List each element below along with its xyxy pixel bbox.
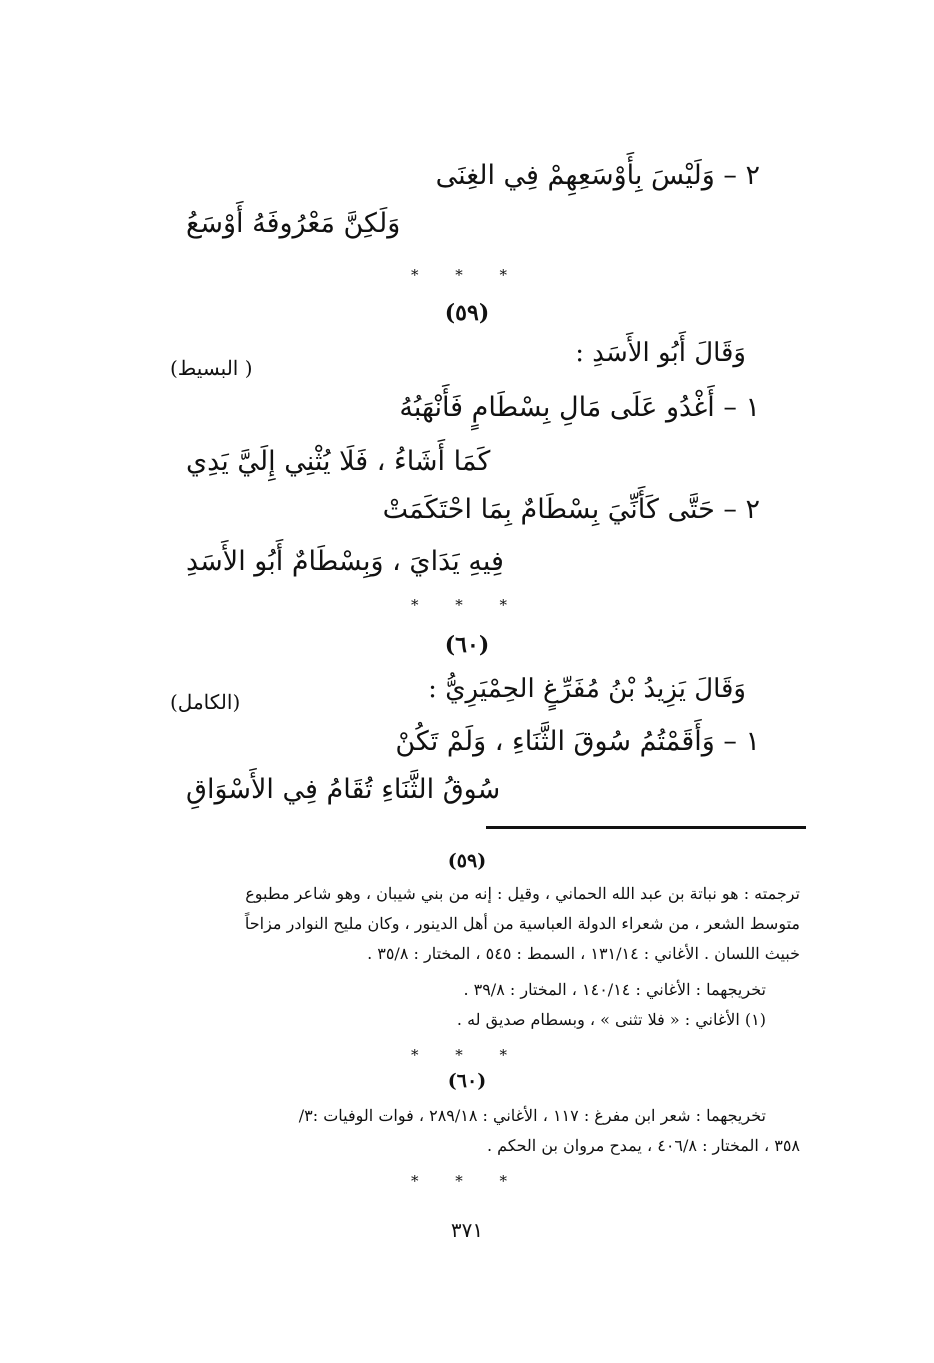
- poem59-meter: ( البسيط): [170, 356, 253, 380]
- poem60-number: (٦٠): [444, 632, 490, 658]
- footnote59-note1: (١) الأغاني : « فلا تثنى » ، وبسطام صديق له .: [456, 1010, 766, 1029]
- footnote60-line1: تخريجهما : شعر ابن مفرغ : ١١٧ ، الأغاني : ٢٨٩/١٨ ، فوات الوفيات :٣/: [298, 1106, 766, 1125]
- poem59-number: (٥٩): [444, 300, 490, 326]
- poem60-meter: (الكامل): [170, 690, 241, 714]
- poem60-intro: وَقَالَ يَزِيدُ بْنُ مُفَرِّغٍ الحِمْيَرِيُّ :: [428, 674, 746, 704]
- footnote60-line2: ٣٥٨ ، المختار : ٤٠٦/٨ ، يمدح مروان بن الحكم .: [486, 1136, 800, 1155]
- poem60-verse1-hemistich2: سُوقُ الثَّنَاءِ تُقَامُ فِي الأَسْوَاقِ: [186, 774, 501, 805]
- poem59-verse1-hemistich2: كَمَا أَشَاءُ ، فَلَا يُثْنِي إِلَيَّ يَدِي: [186, 446, 491, 477]
- footnote59-line2: متوسط الشعر ، من شعراء الدولة العباسية من أهل الدينور ، وكان مليح النوادر مزاحاً: [244, 914, 800, 933]
- poem59-verse2-hemistich1: ٢ – حَتَّى كَأَنِّيَ بِسْطَامٌ بِمَا احْتَكَمَتْ: [382, 494, 760, 525]
- footnote59-number: (٥٩): [447, 850, 487, 872]
- section-separator: * * *: [410, 596, 524, 614]
- section-separator: * * *: [410, 266, 524, 284]
- footnote-separator: * * *: [410, 1172, 524, 1190]
- poem59-intro: وَقَالَ أَبُو الأَسَدِ :: [575, 338, 746, 368]
- poem59-verse2-hemistich2: فِيهِ يَدَايَ ، وَبِسْطَامٌ أَبُو الأَسَدِ: [186, 546, 504, 577]
- poem59-verse1-hemistich1: ١ – أَغْدُو عَلَى مَالِ بِسْطَامٍ فَأَنْهَبُهُ: [399, 392, 760, 423]
- page-number: ٣٧١: [450, 1218, 484, 1242]
- footnote59-line3: خبيث اللسان . الأغاني : ١٣١/١٤ ، السمط : ٥٤٥ ، المختار : ٣٥/٨ .: [367, 944, 800, 963]
- footnote-separator: * * *: [410, 1046, 524, 1064]
- footnote59-takhrij: تخريجهما : الأغاني : ١٤٠/١٤ ، المختار : ٣٩/٨ .: [463, 980, 766, 999]
- poem58-verse2-hemistich1: ٢ – وَلَيْسَ بِأَوْسَعِهِمْ فِي الغِنَى: [435, 160, 760, 191]
- poem58-verse2-hemistich2: وَلَكِنَّ مَعْرُوفَهُ أَوْسَعُ: [186, 208, 401, 239]
- footnote59-line1: ترجمته : هو نباتة بن عبد الله الحماني ، وقيل : إنه من بني شيبان ، وهو شاعر مطبوع: [245, 884, 800, 903]
- footnote-divider: [486, 826, 806, 829]
- poem60-verse1-hemistich1: ١ – وَأَقَمْتُمُ سُوقَ الثَّنَاءِ ، وَلَمْ تَكُنْ: [395, 726, 760, 757]
- footnote60-number: (٦٠): [447, 1070, 487, 1092]
